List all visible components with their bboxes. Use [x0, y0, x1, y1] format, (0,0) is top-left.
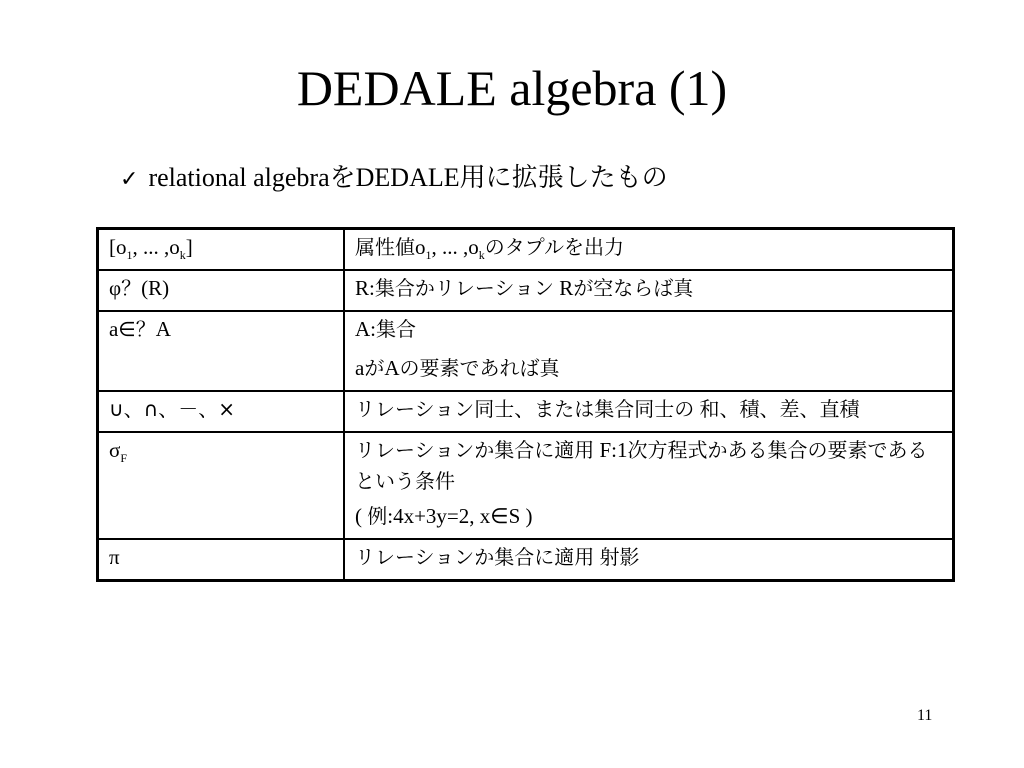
table-row	[98, 270, 954, 311]
table-row	[98, 229, 954, 271]
description-cell: リレーションか集合に適用 射影	[344, 539, 954, 581]
operator-cell: [$o_1$, ... $,o_k$]	[98, 229, 345, 271]
operator-cell: $\sigma_F$	[98, 432, 345, 539]
bullet-text-jp: を	[329, 163, 356, 193]
bullet-text-jp2: 用に拡張したもの	[459, 163, 668, 193]
table-row	[98, 311, 954, 391]
description-cell: A:集合 aがAの要素であれば真	[344, 311, 954, 391]
check-mark-icon: ✓	[120, 167, 139, 192]
description-cell: 属性値$o_1$, ... $,o_k$のタプルを出力	[344, 229, 954, 271]
table-row	[98, 432, 954, 539]
bullet-text-en2: DEDALE	[355, 163, 460, 192]
description-cell: R:集合かリレーション Rが空ならば真	[344, 270, 954, 311]
description-cell: リレーションか集合に適用 F:1次方程式かある集合の要素であるという条件 ( 例:4x+3y=2, x∈S )	[344, 432, 954, 539]
operations-table	[96, 227, 955, 582]
bullet-point	[120, 162, 668, 196]
slide-title: DEDALE algebra (1)	[296, 60, 728, 116]
description-cell: リレーション同士、または集合同士の 和、積、差、直積	[344, 391, 954, 432]
table-row	[98, 539, 954, 581]
table-row	[98, 391, 954, 432]
operator-cell: a∈？A	[98, 311, 345, 391]
operator-cell: φ？(R)	[98, 270, 345, 311]
operator-cell: ∪、∩、－、×	[98, 391, 345, 432]
operator-cell: π	[98, 539, 345, 581]
bullet-text-en: relational algebra	[148, 163, 330, 192]
page-number: 11	[917, 707, 933, 724]
